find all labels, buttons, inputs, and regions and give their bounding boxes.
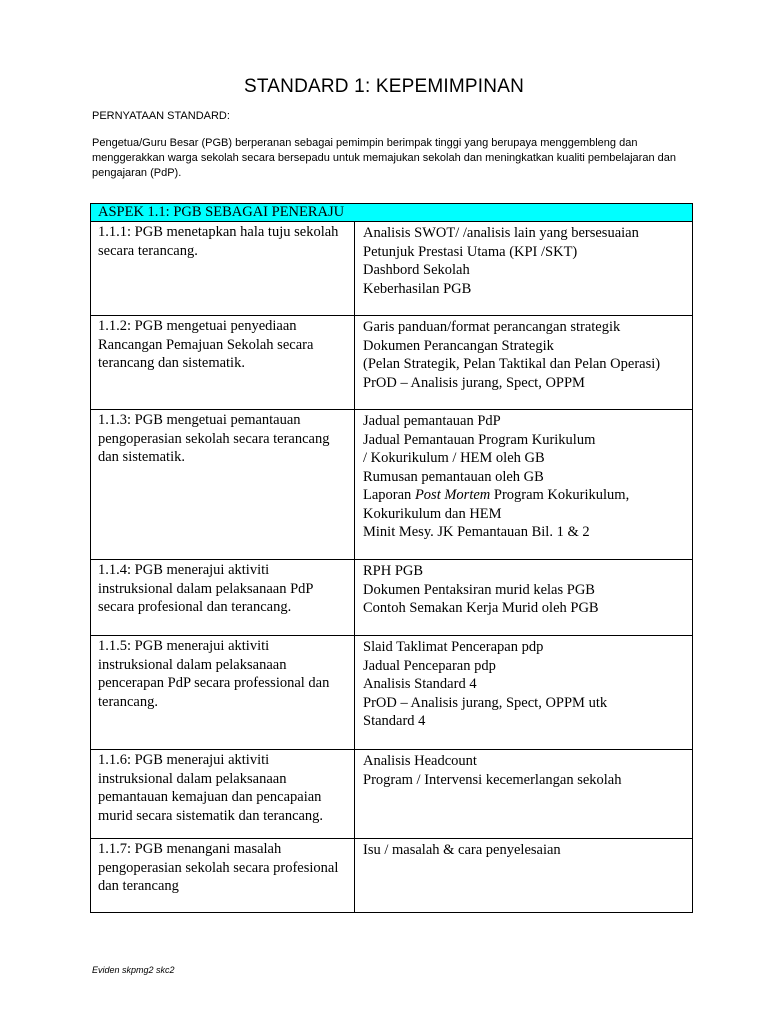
aspect-header: ASPEK 1.1: PGB SEBAGAI PENERAJU xyxy=(91,204,693,222)
criterion-cell: 1.1.4: PGB menerajui aktiviti instruksional dalam pelaksanaan PdP secara profesional dan terancang. xyxy=(91,560,355,636)
table-row xyxy=(91,410,693,560)
table-row xyxy=(91,222,693,316)
italic-term: Post Mortem xyxy=(414,487,491,503)
evidence-item: Rumusan pemantauan oleh GB xyxy=(363,468,544,485)
evidence-item: RPH PGB xyxy=(363,563,424,579)
evidence-item: Dokumen Pentaksiran murid kelas PGB xyxy=(363,581,595,598)
footer-text: Eviden skpmg2 skc2 xyxy=(92,965,175,975)
evidence-item: Dashbord Sekolah xyxy=(363,262,470,278)
evidence-item: Jadual Penceparan pdp xyxy=(363,657,496,674)
evidence-item: Standard 4 xyxy=(363,713,426,729)
evidence-cell xyxy=(355,222,693,316)
evidence-item: / Kokurikulum / HEM oleh GB xyxy=(363,450,545,466)
evidence-item: Jadual Pemantauan Program Kurikulum xyxy=(363,431,596,448)
statement-text: Pengetua/Guru Besar (PGB) berperanan sebagai pemimpin berimpak tinggi yang berupaya menggembleng dan menggerakkan warga sekolah secara bersepadu untuk memajukan sekolah dan meningkatkan kualiti pembelajaran dan pengajaran (PdP). xyxy=(92,137,676,179)
evidence-item: Petunjuk Prestasi Utama (KPI /SKT) xyxy=(363,243,578,260)
criterion-cell: 1.1.5: PGB menerajui aktiviti instruksional dalam pelaksanaan pencerapan PdP secara professional dan terancang. xyxy=(91,636,355,750)
aspect-header-row xyxy=(91,204,693,222)
evidence-item: Jadual pemantauan PdP xyxy=(363,413,501,429)
evidence-item: Analisis Headcount xyxy=(363,753,477,769)
evidence-item: Slaid Taklimat Pencerapan pdp xyxy=(363,639,544,655)
evidence-item: Analisis SWOT/ /analisis lain yang bersesuaian xyxy=(363,225,639,241)
criterion-cell: 1.1.7: PGB menangani masalah pengoperasian sekolah secara profesional dan terancang xyxy=(91,839,355,913)
evidence-item: Garis panduan/format perancangan strategik xyxy=(363,319,621,335)
evidence-cell xyxy=(355,839,693,913)
criterion-cell: 1.1.2: PGB mengetuai penyediaan Rancangan Pemajuan Sekolah secara terancang dan sistematik. xyxy=(91,316,355,410)
table-row xyxy=(91,636,693,750)
evidence-item: Contoh Semakan Kerja Murid oleh PGB xyxy=(363,600,599,616)
evidence-item: PrOD – Analisis jurang, Spect, OPPM xyxy=(363,374,585,391)
evidence-item: Kokurikulum dan HEM xyxy=(363,505,502,522)
evidence-item: PrOD – Analisis jurang, Spect, OPPM utk xyxy=(363,694,608,711)
page-title: STANDARD 1: KEPEMIMPINAN xyxy=(244,76,524,97)
evidence-item: Dokumen Perancangan Strategik xyxy=(363,337,554,354)
evidence-table xyxy=(90,203,693,913)
criterion-cell: 1.1.6: PGB menerajui aktiviti instruksional dalam pelaksanaan pemantauan kemajuan dan pencapaian murid secara sistematik dan terancang. xyxy=(91,750,355,839)
table-row xyxy=(91,560,693,636)
evidence-item: (Pelan Strategik, Pelan Taktikal dan Pelan Operasi) xyxy=(363,356,661,372)
table-row xyxy=(91,316,693,410)
evidence-item: Isu / masalah & cara penyelesaian xyxy=(363,842,561,858)
evidence-item: Analisis Standard 4 xyxy=(363,676,477,692)
evidence-cell xyxy=(355,636,693,750)
evidence-cell xyxy=(355,750,693,839)
criterion-cell: 1.1.1: PGB menetapkan hala tuju sekolah secara terancang. xyxy=(91,222,355,316)
evidence-item: Keberhasilan PGB xyxy=(363,280,472,297)
evidence-item: Minit Mesy. JK Pemantauan Bil. 1 & 2 xyxy=(363,524,590,540)
evidence-item: Laporan Post Mortem Program Kokurikulum, xyxy=(363,487,630,503)
evidence-cell xyxy=(355,560,693,636)
evidence-item: Program / Intervensi kecemerlangan sekolah xyxy=(363,771,622,788)
statement-label: PERNYATAAN STANDARD: xyxy=(92,110,230,122)
criterion-cell: 1.1.3: PGB mengetuai pemantauan pengoperasian sekolah secara terancang dan sistematik. xyxy=(91,410,355,560)
evidence-cell xyxy=(355,410,693,560)
table-row xyxy=(91,839,693,913)
table-row xyxy=(91,750,693,839)
evidence-cell xyxy=(355,316,693,410)
